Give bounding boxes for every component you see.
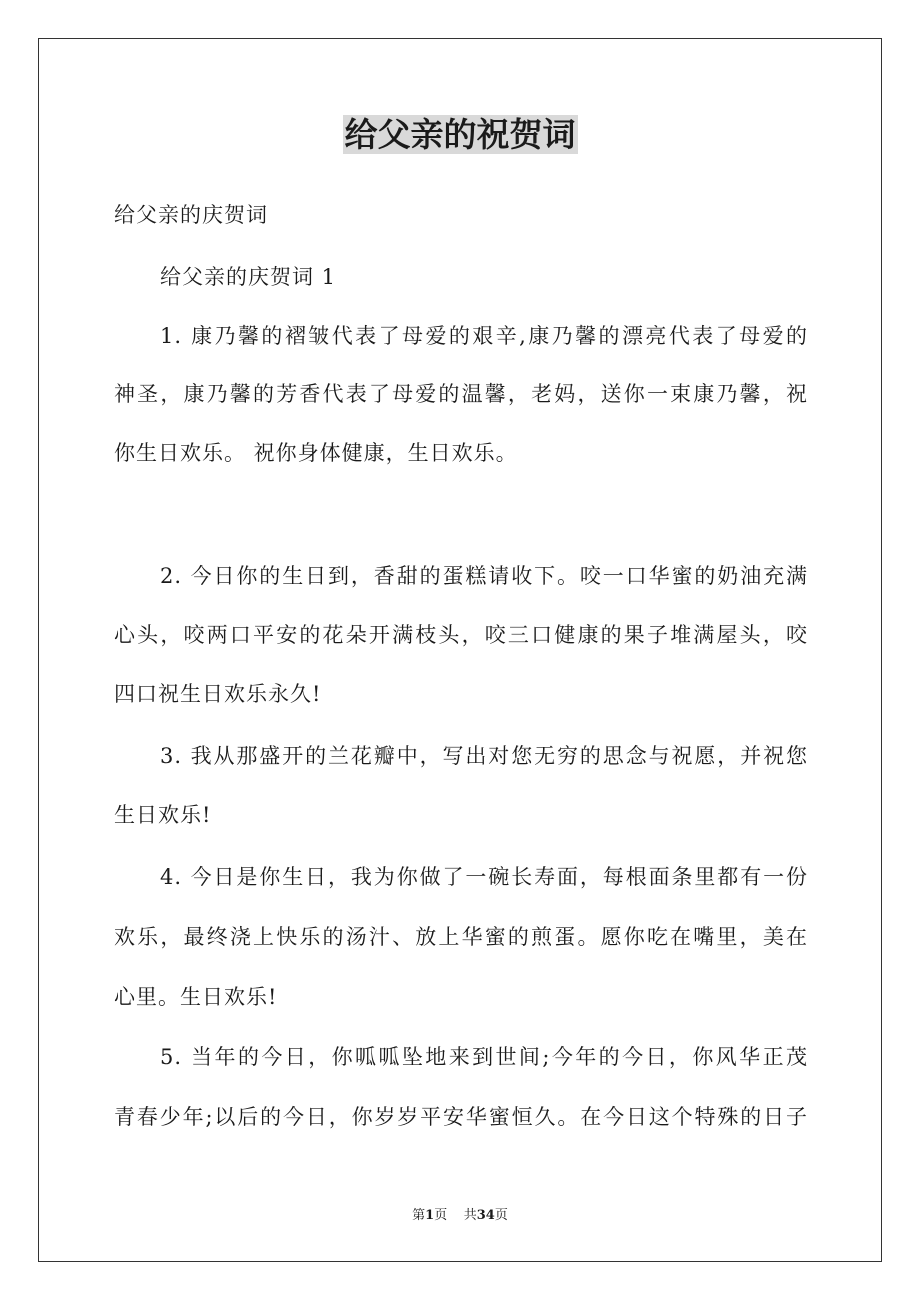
paragraph-line: 4. 今日是你生日，我为你做了一碗长寿面，每根面条里都有一份 [160, 865, 808, 889]
footer-page-prefix: 第 [412, 1208, 426, 1223]
paragraph-line: 青春少年;以后的今日，你岁岁平安华蜜恒久。在今日这个特殊的日子 [114, 1105, 808, 1129]
paragraph-line: 2. 今日你的生日到，香甜的蛋糕请收下。咬一口华蜜的奶油充满 [160, 564, 808, 588]
paragraph-line: 心头，咬两口平安的花朵开满枝头，咬三口健康的果子堆满屋头，咬 [114, 623, 808, 647]
paragraph-line: 生日欢乐! [114, 803, 212, 827]
footer-total-prefix: 共 [463, 1208, 477, 1223]
paragraph-line: 3. 我从那盛开的兰花瓣中，写出对您无穷的思念与祝愿，并祝您 [160, 744, 808, 768]
paragraph-line: 你生日欢乐。 祝你身体健康，生日欢乐。 [114, 441, 518, 465]
paragraph-line: 四口祝生日欢乐永久! [114, 682, 322, 706]
paragraph-line: 心里。生日欢乐! [114, 985, 278, 1009]
section-heading: 给父亲的庆贺词 1 [160, 265, 337, 289]
subtitle: 给父亲的庆贺词 [114, 203, 268, 227]
paragraph-line: 1. 康乃馨的褶皱代表了母爱的艰辛,康乃馨的漂亮代表了母爱的 [160, 324, 808, 348]
footer-total-number: 34 [476, 1208, 495, 1223]
footer-page-suffix: 页 [434, 1208, 448, 1223]
paragraph-line: 5. 当年的今日，你呱呱坠地来到世间;今年的今日，你风华正茂 [160, 1045, 808, 1069]
footer-page-number: 1 [425, 1208, 435, 1223]
paragraph-line: 欢乐，最终浇上快乐的汤汁、放上华蜜的煎蛋。愿你吃在嘴里，美在 [114, 925, 808, 949]
paragraph-line: 神圣，康乃馨的芳香代表了母爱的温馨，老妈，送你一束康乃馨，祝 [114, 382, 808, 406]
footer-total-suffix: 页 [494, 1208, 508, 1223]
page-footer [0, 1206, 920, 1226]
document-title-text: 给父亲的祝贺词 [344, 115, 576, 154]
document-title [0, 112, 920, 158]
